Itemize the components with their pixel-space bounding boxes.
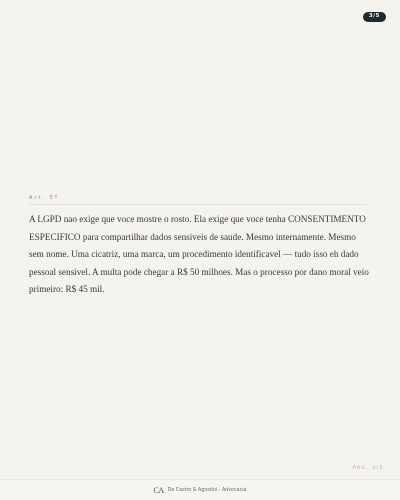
firm-name: De Castro & Agostini · Advocacia: [167, 487, 247, 493]
article-label: Art. 5º: [29, 195, 60, 201]
page-counter-badge: 3/5: [363, 12, 386, 22]
body-paragraph: A LGPD nao exige que voce mostre o rosto. Ela exige que voce tenha CONSENTIMENTO ESPECIFICO para compartilhar dados sensiveis de saude. Mesmo internamente. Mesmo sem nome. Uma cicatriz, uma marca, um procedimento identificavel — tudo isso eh dado pessoal sensivel. A multa pode chegar a R$ 50 milhoes. Mas o processo por dano moral veio primeiro: R$ 45 mil.: [29, 214, 369, 295]
divider-line: [29, 204, 367, 205]
footer-bar: [0, 479, 400, 500]
page-number: PAG. 3/5: [352, 466, 384, 471]
firm-logo-icon: CA: [153, 485, 164, 495]
